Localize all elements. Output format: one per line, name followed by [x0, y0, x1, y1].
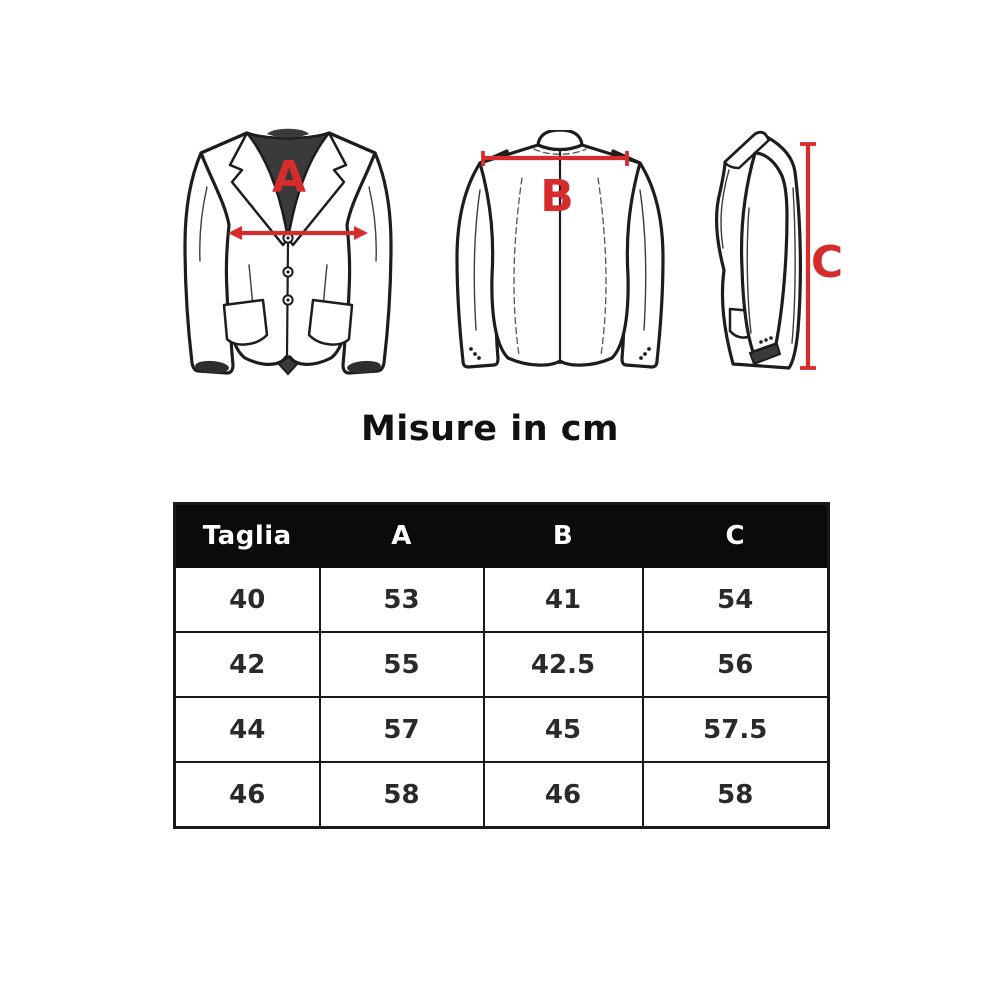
table-cell: 55 [320, 632, 484, 697]
jacket-side-illustration [703, 128, 878, 373]
jacket-back-drawing [450, 130, 670, 370]
size-table-header [175, 504, 829, 568]
header-row [175, 504, 829, 568]
jacket-back-illustration [450, 130, 670, 370]
table-cell: 44 [175, 697, 320, 762]
table-row [175, 632, 829, 697]
table-cell: 58 [320, 762, 484, 828]
header-cell-taglia: Taglia [175, 504, 320, 568]
table-cell: 46 [484, 762, 643, 828]
table-row [175, 567, 829, 632]
table-cell: 54 [643, 567, 829, 632]
table-cell: 57.5 [643, 697, 829, 762]
back-collar [538, 130, 582, 150]
jacket-front-illustration [183, 127, 393, 377]
table-cell: 56 [643, 632, 829, 697]
table-cell: 57 [320, 697, 484, 762]
measure-label-b: B [540, 171, 574, 222]
header-cell-a: A [320, 504, 484, 568]
table-cell: 46 [175, 762, 320, 828]
size-table-body [175, 567, 829, 828]
table-cell: 53 [320, 567, 484, 632]
table-cell: 58 [643, 762, 829, 828]
header-cell-b: B [484, 504, 643, 568]
table-cell: 42.5 [484, 632, 643, 697]
table-cell: 45 [484, 697, 643, 762]
header-cell-c: C [643, 504, 829, 568]
jacket-side-drawing [703, 128, 878, 373]
table-cell: 40 [175, 567, 320, 632]
table-cell: 41 [484, 567, 643, 632]
table-cell: 42 [175, 632, 320, 697]
measure-label-a: A [271, 152, 307, 203]
page-title: Misure in cm [360, 409, 620, 449]
measure-label-c: C [810, 237, 844, 288]
table-row [175, 762, 829, 828]
size-table [173, 502, 830, 829]
table-row [175, 697, 829, 762]
